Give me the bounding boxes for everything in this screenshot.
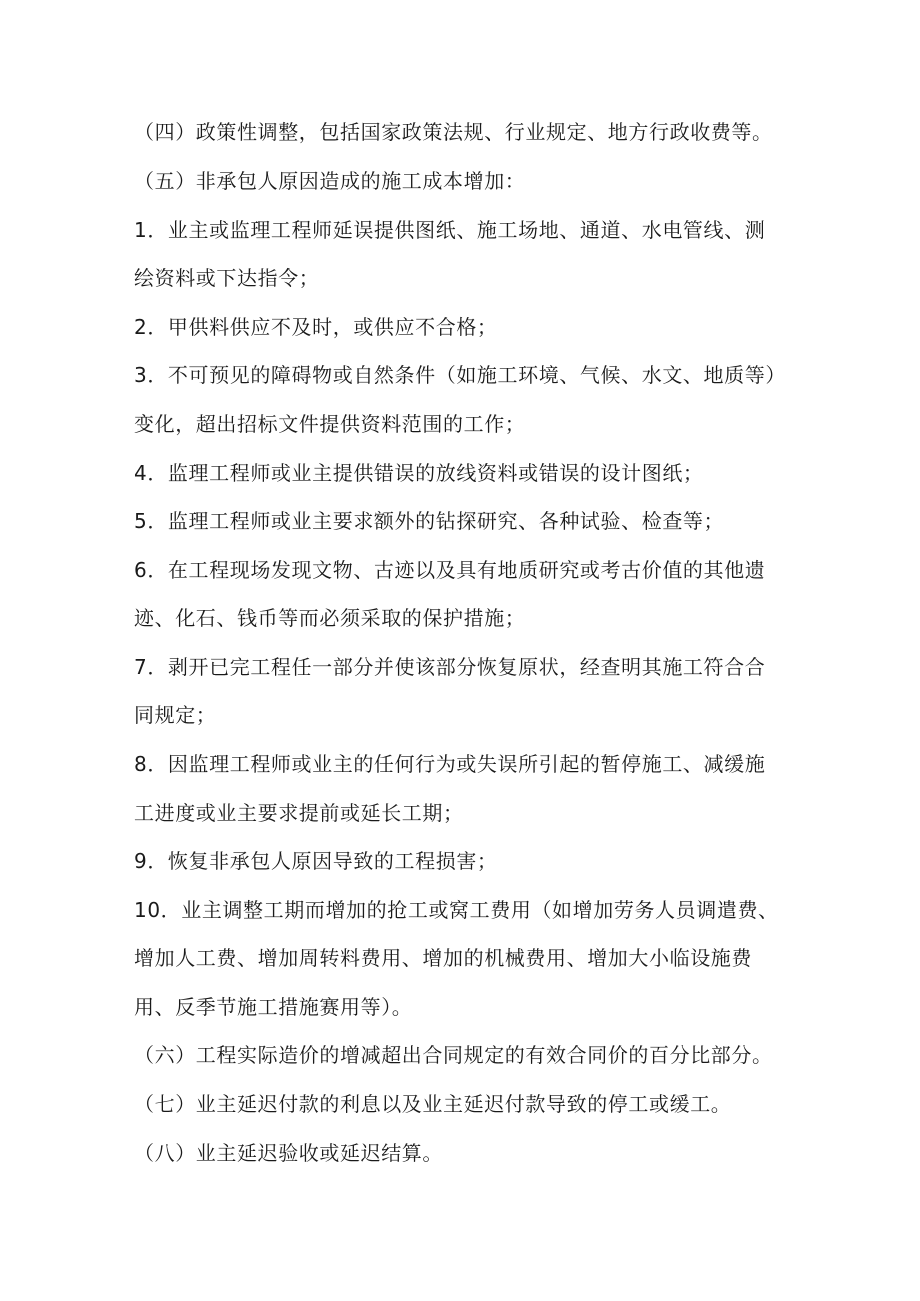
text-line-item-1-cont: 绘资料或下达指令； [134,266,320,290]
text-line-item-6: 6．在工程现场发现文物、古迹以及具有地质研究或考古价值的其他遗 [134,558,766,582]
text-line-item-7-cont: 同规定； [134,703,217,727]
text-line-late-payment: （七）业主延迟付款的利息以及业主延迟付款导致的停工或缓工。 [134,1092,732,1116]
text-line-item-10: 10．业主调整工期而增加的抢工或窝工费用（如增加劳务人员调遣费、 [134,898,779,922]
text-line-cost-variance: （六）工程实际造价的增减超出合同规定的有效合同价的百分比部分。 [134,1043,773,1067]
text-line-item-6-cont: 迹、化石、钱币等而必须采取的保护措施； [134,606,526,630]
text-line-item-10-cont-2: 用、反季节施工措施赛用等）。 [134,995,413,1019]
text-line-item-9: 9．恢复非承包人原因导致的工程损害； [134,849,498,873]
text-line-item-8: 8．因监理工程师或业主的任何行为或失误所引起的暂停施工、减缓施 [134,752,766,776]
text-line-item-8-cont: 工进度或业主要求提前或延长工期； [134,801,464,825]
text-line-non-contractor-causes: （五）非承包人原因造成的施工成本增加： [134,169,526,193]
text-line-item-2: 2．甲供料供应不及时，或供应不合格； [134,315,498,339]
text-line-item-1: 1．业主或监理工程师延误提供图纸、施工场地、通道、水电管线、测 [134,218,766,242]
text-line-item-10-cont-1: 增加人工费、增加周转料费用、增加的机械费用、增加大小临设施费 [134,946,752,970]
text-line-late-acceptance: （八）业主延迟验收或延迟结算。 [134,1141,443,1165]
text-line-item-3-cont: 变化，超出招标文件提供资料范围的工作； [134,412,526,436]
text-line-item-7: 7．剥开已完工程任一部分并使该部分恢复原状，经查明其施工符合合 [134,655,766,679]
text-line-item-5: 5．监理工程师或业主要求额外的钻探研究、各种试验、检查等； [134,509,725,533]
text-line-item-3: 3．不可预见的障碍物或自然条件（如施工环境、气候、水文、地质等） [134,363,786,387]
text-line-item-4: 4．监理工程师或业主提供错误的放线资料或错误的设计图纸； [134,461,704,485]
text-line-policy-adjustment: （四）政策性调整，包括国家政策法规、行业规定、地方行政收费等。 [134,120,773,144]
